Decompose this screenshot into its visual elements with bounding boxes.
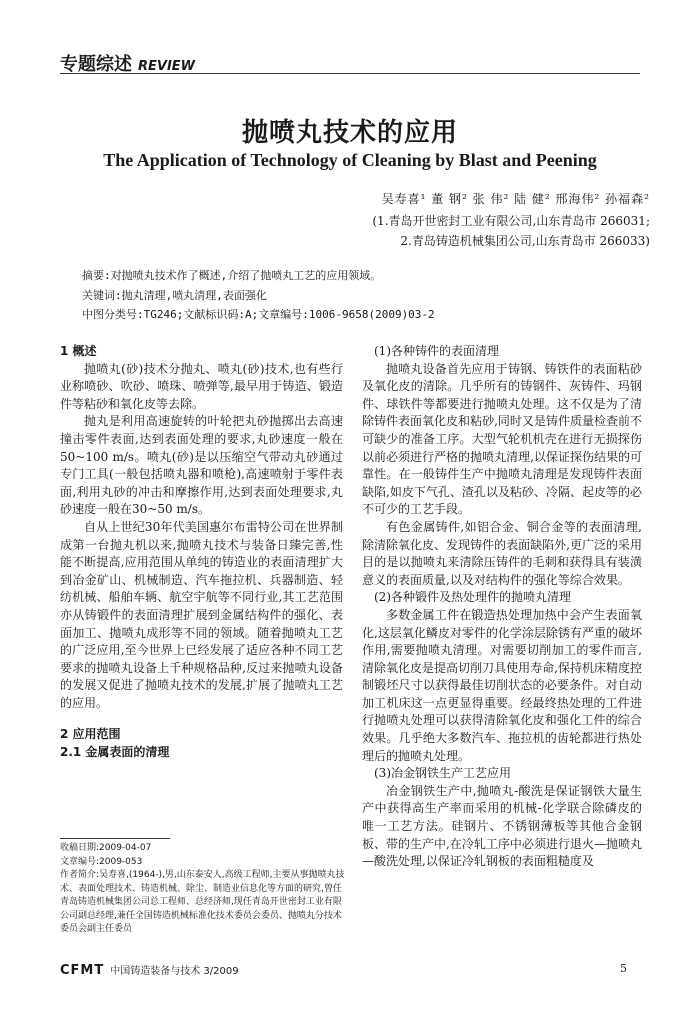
paragraph: 抛丸是利用高速旋转的叶轮把丸砂抛掷出去高速撞击零件表面,达到表面处理的要求,丸砂速度一般在50~100 m/s。喷丸(砂)是以压缩空气带动丸砂通过专门工具(一般包括喷丸器和喷枪),高速喷射于零件表面,利用丸砂的冲击和摩擦作用,达到表面处理要求,丸砂速度一般在30~50 m/s。 <box>60 414 343 517</box>
header-rule <box>60 73 640 74</box>
paragraph: 冶金钢铁生产中,抛喷丸-酸洗是保证钢铁大量生产中获得高生产率而采用的机械-化学联合除磷皮的唯一工艺方法。硅钢片、不锈钢薄板等其他合金钢板、带的生产中,在冷轧工序中必须进行退火—抛喷丸—酸洗处理,以保证冷轧钢板的表面粗糙度及 <box>362 783 642 869</box>
classification: 中图分类号:TG246;文献标识码:A;文章编号:1006-9658(2009)03-2 <box>82 308 435 321</box>
title-chinese: 抛喷丸技术的应用 <box>241 118 458 148</box>
affiliation-1: (1.青岛开世密封工业有限公司,山东青岛市 266031; <box>372 214 650 228</box>
journal-header <box>60 50 640 75</box>
paragraph: 自从上世纪30年代美国惠尔布雷特公司在世界制成第一台抛丸机以来,抛喷丸技术与装备日臻完善,性能不断提高,应用范围从单纯的铸造业的表面清理扩大到冶金矿山、机械制造、汽车拖拉机、兵器制造、轻纺机械、船舶车辆、航空宇航等不同行业,其工艺范围亦从铸锻件的表面清理扩展到金属结构件的强化、表面加工、抛喷丸成形等不同的领域。随着抛喷丸工艺的广泛应用,至今世界上已经发展了适应各种不同工艺要求的抛喷丸设备上千种规格品种,反过来抛喷丸设备的发展又促进了抛喷丸技术的发展,扩展了抛喷丸工艺的应用。 <box>60 519 343 710</box>
right-column <box>362 343 642 871</box>
received-date: 收稿日期:2009-04-07 <box>60 843 152 853</box>
left-column <box>60 343 343 762</box>
title-english: The Application of Technology of Cleaning by Blast and Peening <box>103 150 597 170</box>
page-footer <box>60 962 239 978</box>
paragraph: 抛喷丸设备首先应用于铸钢、铸铁件的表面粘砂及氧化皮的清除。几乎所有的铸钢件、灰铸件、玛钢件、球铁件等都要进行抛喷丸处理。这不仅是为了清除铸件表面氧化皮和粘砂,同时又是铸件质量检查前不可缺少的准备工序。大型气轮机机壳在进行无损探伤以前必须进行严格的抛喷丸清理,以保证探伤结果的可靠性。在一般铸件生产中抛喷丸清理是发现铸件表面缺陷,如皮下气孔、渣孔以及粘砂、冷隔、起皮等的必不可少的工艺手段。 <box>362 361 642 517</box>
affiliation-2: 2.青岛铸造机械集团公司,山东青岛市 266033) <box>400 234 650 248</box>
section-tag: 专题综述 <box>60 54 132 75</box>
article-number: 文章编号:2009-053 <box>60 856 143 867</box>
author-bio: 作者简介:吴寿喜,(1964-),男,山东泰安人,高级工程师,主要从事抛喷丸技术、表面处理技术、铸造机械、除尘、制造业信息化等方面的研究,曾任青岛铸造机械集团公司总工程师、总经济师,现任青岛开世密封工业有限公司副总经理,兼任全国铸造机械标准化技术委员会委员、抛喷丸分技术委员会副主任委员 <box>60 870 345 934</box>
footnote <box>60 842 345 937</box>
section-1-heading: 1 概述 <box>60 344 97 358</box>
subsection-heading: (3)冶金钢铁生产工艺应用 <box>374 766 511 781</box>
journal-issue: 中国铸造装备与技术 3/2009 <box>110 966 239 977</box>
paragraph: 多数金属工件在锻造热处理加热中会产生表面氧化,这层氧化鳞皮对零件的化学涂层除锈有严重的破坏作用,需要抛喷丸清理。对需要切削加工的零件而言,清除氧化皮是提高切削刀具使用寿命,保持机床精度控制锻坯尺寸以获得最佳切削状态的必要条件。对自动加工机床这一点更显得重要。经最终热处理的工件进行抛喷丸处理可以获得清除氧化皮和强化工件的综合效果。几乎绝大多数汽车、拖拉机的齿轮都进行热处理后的抛喷丸处理。 <box>362 607 642 763</box>
author-list: 吴寿喜¹ 董 钢² 张 伟² 陆 健² 邢海伟² 孙福森² <box>381 192 650 206</box>
footnote-rule <box>60 838 170 839</box>
subsection-heading: (2)各种锻件及热处理件的抛喷丸清理 <box>374 590 571 605</box>
paragraph: 抛喷丸(砂)技术分抛丸、喷丸(砂)技术,也有些行业称喷砂、吹砂、喷珠、喷弹等,最早用于铸造、锻造件等粘砂和氧化皮等去除。 <box>60 361 343 411</box>
paragraph: 有色金属铸件,如铝合金、铜合金等的表面清理,除清除氧化皮、发现铸件的表面缺陷外,更广泛的采用目的是以抛喷丸来清除压铸件的毛刺和获得具有装潢意义的表面质量,以及对结构件的强化等综合效果。 <box>362 519 642 587</box>
abstract: 摘要:对抛喷丸技术作了概述,介绍了抛喷丸工艺的应用领域。 <box>82 269 382 282</box>
section-2-1-heading: 2.1 金属表面的清理 <box>60 745 170 760</box>
keywords: 关键词:抛丸清理,喷丸清理,表面强化 <box>82 289 267 302</box>
section-review: REVIEW <box>138 59 196 74</box>
journal-logo: CFMT <box>60 963 105 978</box>
subsection-heading: (1)各种铸件的表面清理 <box>374 344 499 358</box>
section-2-heading: 2 应用范围 <box>60 727 121 742</box>
page-number: 5 <box>620 962 627 975</box>
